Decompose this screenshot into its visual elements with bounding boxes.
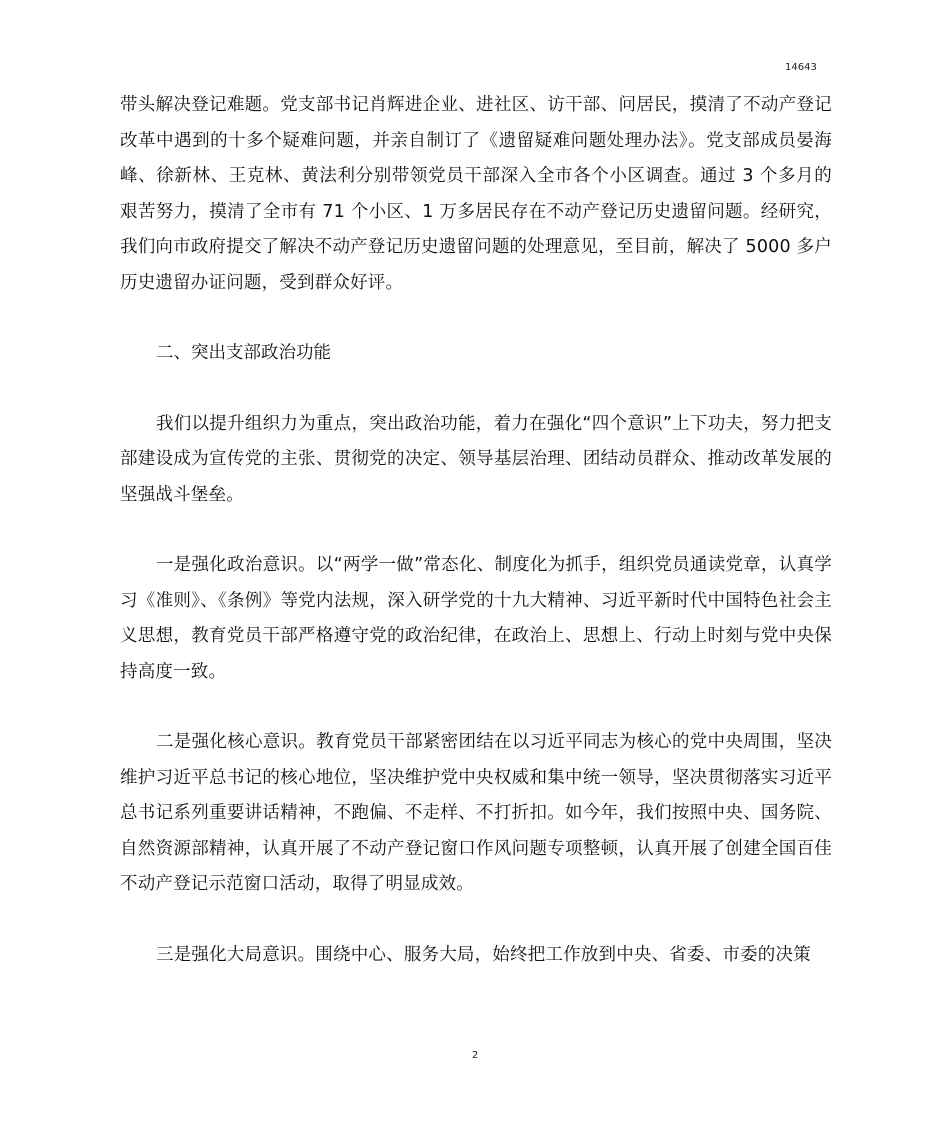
paragraph-gap bbox=[120, 690, 832, 725]
document-id: 14643 bbox=[785, 62, 817, 73]
paragraph-gap bbox=[120, 513, 832, 548]
section-heading-political-function: 二、突出支部政治功能 bbox=[156, 343, 331, 363]
paragraph-organizational-strength: 我们以提升组织力为重点，突出政治功能，着力在强化“四个意识”上下功夫，努力把支部建设成为宣传党的主张、贯彻党的决定、领导基层治理、团结动员群众、推动改革发展的坚强战斗堡垒。 bbox=[120, 413, 832, 505]
paragraph-gap bbox=[120, 372, 832, 407]
paragraph-core-awareness: 二是强化核心意识。教育党员干部紧密团结在以习近平同志为核心的党中央周围，坚决维护习近平总书记的核心地位，坚决维护党中央权威和集中统一领导，坚决贯彻落实习近平总书记系列重要讲话精神，不跑偏、不走样、不打折扣。如今年，我们按照中央、国务院、自然资源部精神，认真开展了不动产登记窗口作风问题专项整顿，认真开展了创建全国百佳不动产登记示范窗口活动，取得了明显成效。 bbox=[120, 732, 832, 894]
paragraph-gap bbox=[120, 301, 832, 336]
paragraph-registration-problems: 带头解决登记难题。党支部书记肖辉进企业、进社区、访干部、问居民，摸清了不动产登记改革中遇到的十多个疑难问题，并亲自制订了《遗留疑难问题处理办法》。党支部成员晏海峰、徐新林、王克林、黄法利分别带领党员干部深入全市各个小区调查。通过 3 个多月的艰苦努力，摸清了全市有 71 个小区、1 万多居民存在不动产登记历史遗留问题。经研究，我们向市政府提交了解决不动产登记历史遗留问题的处理意见，至目前，解决了 5000 多户历史遗留办证问题，受到群众好评。 bbox=[120, 95, 832, 293]
document-body bbox=[120, 88, 832, 973]
paragraph-overall-awareness: 三是强化大局意识。围绕中心、服务大局，始终把工作放到中央、省委、市委的决策 bbox=[156, 944, 811, 965]
page-number: 2 bbox=[471, 1050, 479, 1061]
paragraph-gap bbox=[120, 903, 832, 938]
paragraph-political-awareness: 一是强化政治意识。以“两学一做”常态化、制度化为抓手，组织党员通读党章，认真学习《准则》、《条例》等党内法规，深入研学党的十九大精神、习近平新时代中国特色社会主义思想，教育党员干部严格遵守党的政治纪律，在政治上、思想上、行动上时刻与党中央保持高度一致。 bbox=[120, 555, 832, 682]
